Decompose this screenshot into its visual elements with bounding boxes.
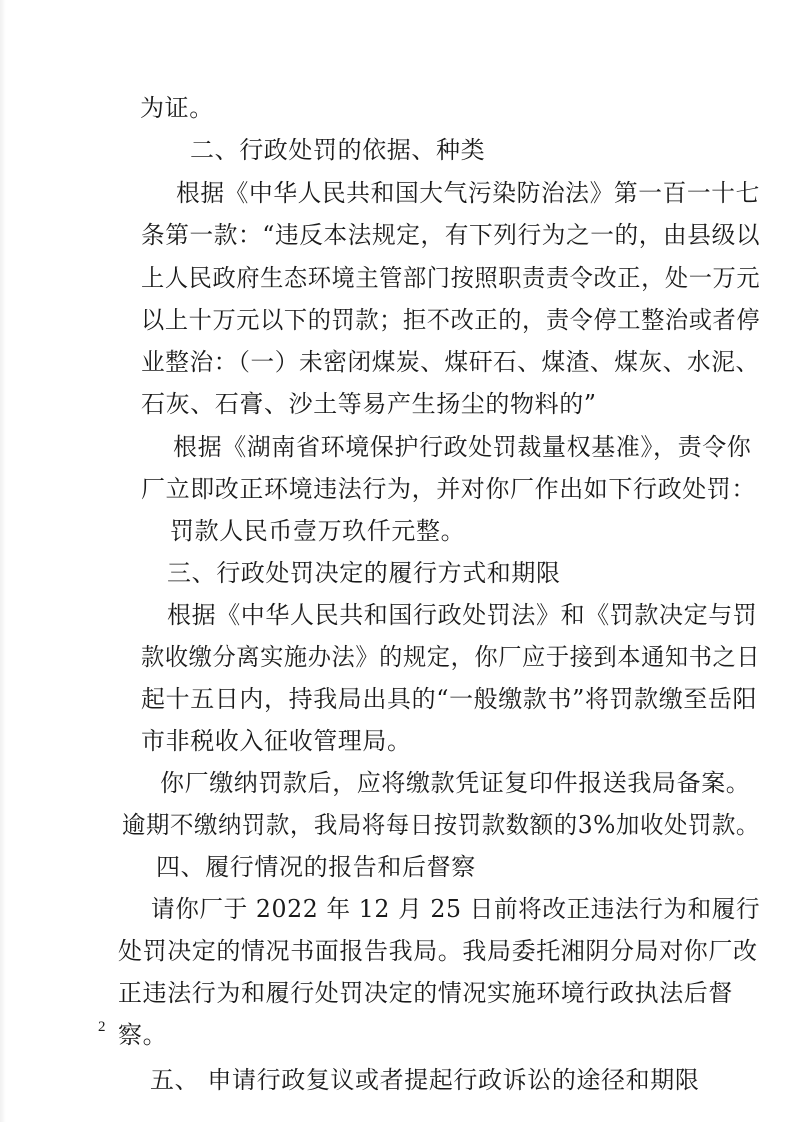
text-line: 起十五日内，持我局出具的“一般缴款书”将罚款缴至岳阳 xyxy=(141,685,758,713)
text-line: 市非税收入征收管理局。 xyxy=(141,727,412,755)
section-heading: 五、 申请行政复议或者提起行政诉讼的途径和期限 xyxy=(150,1066,700,1094)
text-line: 厂立即改正环境违法行为，并对你厂作出如下行政处罚： xyxy=(141,475,756,503)
text-line: 正违法行为和履行处罚决定的情况实施环境行政执法后督 xyxy=(118,979,733,1007)
text-line: 以上十万元以下的罚款；拒不改正的，责令停工整治或者停 xyxy=(141,306,761,334)
text-line: 石灰、石膏、沙土等易产生扬尘的物料的” xyxy=(141,390,597,418)
text-line: 款收缴分离实施办法》的规定，你厂应于接到本通知书之日 xyxy=(141,643,761,671)
text-line: 条第一款：“违反本法规定，有下列行为之一的，由县级以 xyxy=(141,221,761,249)
text-line: 根据《湖南省环境保护行政处罚裁量权基准》，责令你 xyxy=(173,433,752,461)
text-line: 逾期不缴纳罚款，我局将每日按罚款数额的3%加收处罚款。 xyxy=(122,811,760,839)
section-heading: 三、行政处罚决定的履行方式和期限 xyxy=(167,559,561,587)
text-line: 业整治：（一）未密闭煤炭、煤矸石、煤渣、煤灰、水泥、 xyxy=(141,348,760,376)
section-heading: 四、履行情况的报告和后督察 xyxy=(156,853,476,881)
text-line: 上人民政府生态环境主管部门按照职责责令改正，处一万元 xyxy=(141,264,761,292)
text-line: 根据《中华人民共和国行政处罚法》和《罚款决定与罚 xyxy=(167,601,758,629)
text-line: 处罚决定的情况书面报告我局。我局委托湘阴分局对你厂改 xyxy=(118,937,758,965)
text-line: 请你厂于 2022 年 12 月 25 日前将改正违法行为和履行 xyxy=(151,895,761,923)
text-line: 为证。 xyxy=(140,94,214,122)
page-number: 2 xyxy=(98,1019,106,1035)
section-heading: 二、行政处罚的依据、种类 xyxy=(190,136,486,164)
text-line: 根据《中华人民共和国大气污染防治法》第一百一十七 xyxy=(176,179,760,207)
text-line: 罚款人民币壹万玖仟元整。 xyxy=(170,517,466,545)
page-edge-shadow xyxy=(0,0,6,1122)
text-line: 察。 xyxy=(118,1021,168,1049)
text-line: 你厂缴纳罚款后，应将缴款凭证复印件报送我局备案。 xyxy=(160,769,751,797)
